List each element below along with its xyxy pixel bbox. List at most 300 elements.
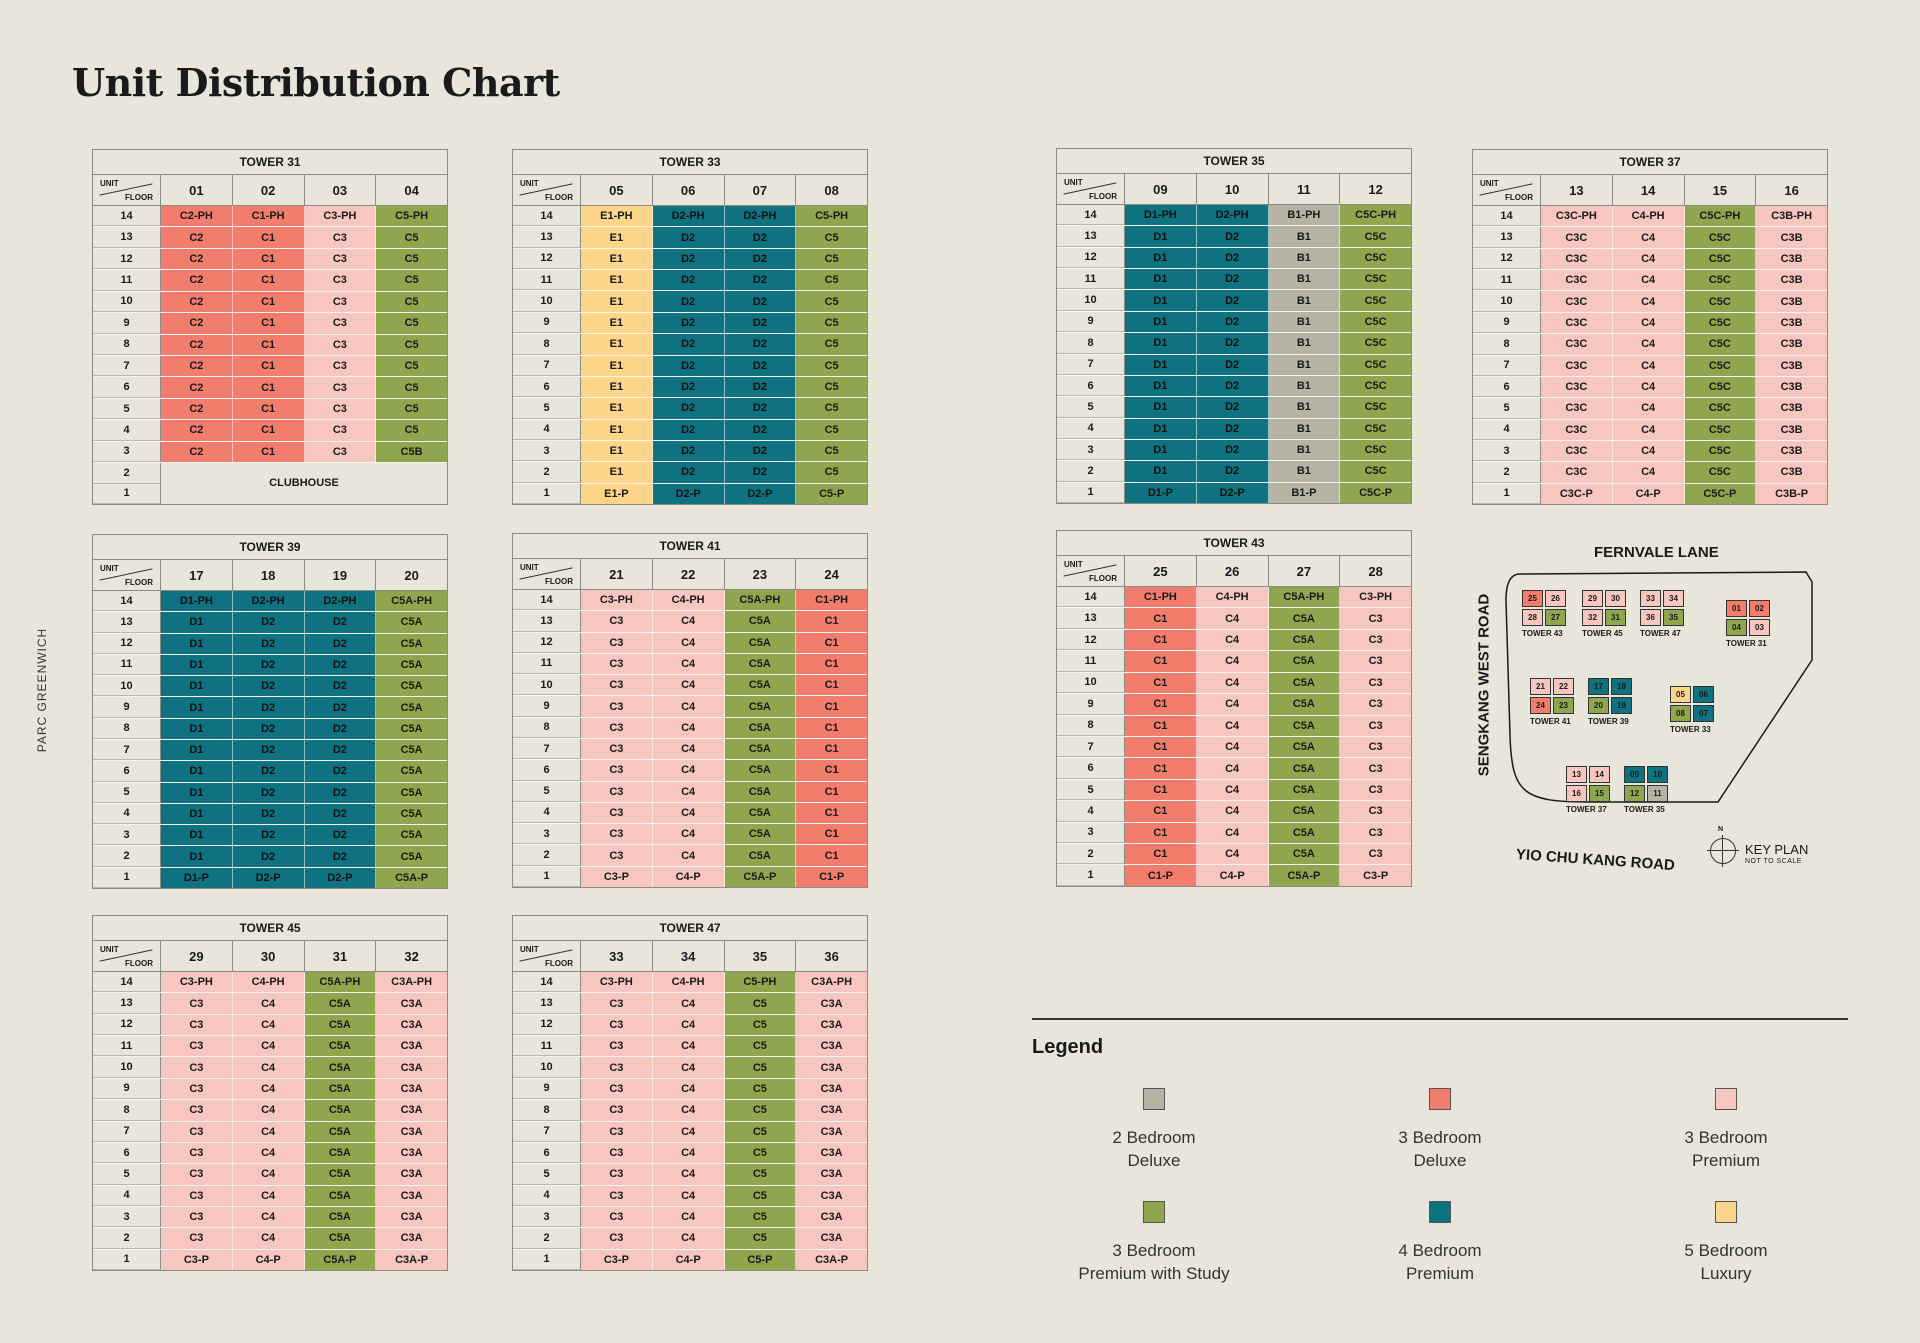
unit-cell: C4	[1197, 801, 1269, 821]
stack-header: 04	[404, 182, 419, 198]
unit-cell: C5A	[1269, 737, 1341, 757]
floor-row	[93, 1207, 447, 1228]
floor-row	[513, 590, 867, 611]
legend-swatch	[1143, 1201, 1165, 1223]
unit-cell: E1	[581, 462, 653, 482]
floor-number: 8	[513, 718, 581, 738]
floor-number: 9	[93, 313, 161, 333]
unit-cell: C5A	[725, 824, 797, 844]
floor-row	[513, 270, 867, 291]
legend-swatch	[1715, 1088, 1737, 1110]
unit-cell: C3	[161, 1228, 233, 1248]
unit-cell: D2-P	[653, 484, 725, 504]
floor-number: 10	[1473, 291, 1541, 311]
unit-cell: C5-PH	[376, 206, 447, 226]
unit-cell: C5	[376, 356, 447, 376]
floor-row	[513, 993, 867, 1014]
key-plan-block	[1640, 590, 1692, 638]
floor-row	[513, 1207, 867, 1228]
unit-cell: C4	[1613, 420, 1685, 440]
legend-swatch	[1429, 1088, 1451, 1110]
unit-cell: C1-PH	[1125, 587, 1197, 607]
floor-row	[93, 612, 447, 633]
unit-cell: C3B	[1756, 291, 1827, 311]
tower-name: TOWER 45	[93, 916, 447, 941]
floor-number: 4	[513, 803, 581, 823]
unit-cell: D2	[725, 356, 797, 376]
unit-cell: C3B	[1756, 462, 1827, 482]
unit-cell: C5	[796, 291, 867, 311]
unit-cell: C3	[581, 718, 653, 738]
floor-row	[513, 633, 867, 654]
legend-label-line2: Premium	[1691, 1151, 1760, 1170]
floor-row	[1473, 249, 1827, 270]
unit-cell: E1	[581, 377, 653, 397]
key-plan-stack: 14	[1589, 766, 1610, 783]
floor-number: 6	[1473, 377, 1541, 397]
unit-cell: C3A	[796, 1036, 867, 1056]
floor-number: 7	[513, 1122, 581, 1142]
floor-row	[1057, 716, 1411, 737]
unit-cell: D2-PH	[305, 591, 377, 611]
unit-cell: C3C	[1541, 270, 1613, 290]
unit-cell: C4-P	[1613, 484, 1685, 504]
floor-number: 3	[1473, 441, 1541, 461]
stack-header: 20	[404, 567, 419, 583]
unit-cell: C5B	[376, 442, 447, 462]
unit-cell: D2	[1197, 248, 1269, 268]
tower-name: TOWER 31	[93, 150, 447, 175]
key-plan-stack: 06	[1693, 686, 1714, 703]
unit-cell: D2	[233, 825, 305, 845]
floor-row	[93, 249, 447, 270]
unit-cell: C4-PH	[1613, 206, 1685, 226]
unit-cell: D2	[653, 270, 725, 290]
unit-cell: C5	[725, 1015, 797, 1035]
key-plan-stack: 33	[1640, 590, 1661, 607]
unit-cell: C3	[581, 1079, 653, 1099]
floor-number: 9	[513, 1079, 581, 1099]
floor-number: 1	[513, 1250, 581, 1270]
unit-cell: C5	[725, 1057, 797, 1077]
floor-number: 1	[513, 484, 581, 504]
unit-cell: C3C	[1541, 356, 1613, 376]
floor-number: 1	[1057, 865, 1125, 885]
floor-row	[513, 462, 867, 483]
floor-number: 2	[93, 1228, 161, 1248]
unit-cell: C3	[581, 1122, 653, 1142]
legend-swatch	[1715, 1201, 1737, 1223]
unit-cell: C3A	[796, 1122, 867, 1142]
floor-number: 9	[1057, 694, 1125, 714]
unit-cell: C1	[796, 611, 867, 631]
unit-cell: D2	[653, 462, 725, 482]
key-plan-stack: 15	[1589, 785, 1610, 802]
unit-cell: C5A	[305, 1143, 377, 1163]
unit-cell: C3	[161, 1057, 233, 1077]
unit-cell: C5C	[1685, 398, 1757, 418]
stack-header: 17	[161, 560, 233, 590]
unit-cell: C3-PH	[581, 972, 653, 992]
unit-cell: C3B-P	[1756, 484, 1827, 504]
floor-number: 5	[513, 398, 581, 418]
unit-cell: C3C-P	[1541, 484, 1613, 504]
key-plan-block	[1566, 766, 1618, 814]
key-plan-stack: 29	[1582, 590, 1603, 607]
unit-cell: C5-PH	[796, 206, 867, 226]
unit-cell: C3C-PH	[1541, 206, 1613, 226]
unit-cell: C3-P	[581, 1250, 653, 1270]
unit-cell: C4	[653, 654, 725, 674]
floor-number: 2	[1057, 461, 1125, 481]
floor-number: 8	[513, 1100, 581, 1120]
unit-cell: C3	[1340, 801, 1411, 821]
floor-number: 2	[513, 845, 581, 865]
floor-number: 3	[513, 1207, 581, 1227]
floor-row	[1057, 780, 1411, 801]
floor-number: 13	[513, 227, 581, 247]
unit-cell: C3C	[1541, 291, 1613, 311]
floor-row	[1057, 758, 1411, 779]
legend-label-line1: 3 Bedroom	[1398, 1128, 1482, 1147]
floor-number: 7	[513, 739, 581, 759]
unit-cell: C3A	[796, 1186, 867, 1206]
floor-row	[93, 1079, 447, 1100]
unit-cell: C3	[581, 1015, 653, 1035]
floor-number: 3	[93, 442, 161, 462]
unit-cell: C4	[653, 1186, 725, 1206]
unit-cell: D2-PH	[1197, 205, 1269, 225]
unit-cell: C5A	[376, 719, 447, 739]
unit-cell: D2	[653, 291, 725, 311]
tower-table	[1056, 530, 1412, 887]
unit-cell: D2	[725, 377, 797, 397]
unit-cell: C3C	[1541, 313, 1613, 333]
unit-cell: D2	[653, 420, 725, 440]
unit-cell: D2	[305, 825, 377, 845]
floor-number: 9	[513, 313, 581, 333]
unit-cell: C1	[1125, 780, 1197, 800]
unit-cell: C3	[161, 1143, 233, 1163]
floor-row	[93, 740, 447, 761]
unit-cell: C3A	[796, 1207, 867, 1227]
floor-number: 8	[513, 334, 581, 354]
unit-cell: D2	[233, 783, 305, 803]
unit-cell: C5	[725, 993, 797, 1013]
unit-cell: C5A	[725, 675, 797, 695]
unit-cell: C5	[376, 399, 447, 419]
key-plan-stack: 18	[1611, 678, 1632, 695]
floor-row	[513, 867, 867, 887]
legend-title: Legend	[1032, 1036, 1104, 1058]
key-plan-stack: 31	[1605, 609, 1626, 626]
unit-cell: C3	[581, 1228, 653, 1248]
unit-cell: C5A	[1269, 844, 1341, 864]
unit-cell: C3B	[1756, 249, 1827, 269]
unit-cell: C3	[161, 1207, 233, 1227]
unit-cell: C4-PH	[1197, 587, 1269, 607]
stack-header: 02	[233, 175, 305, 205]
unit-cell: D2	[305, 655, 377, 675]
unit-cell: C3A-PH	[796, 972, 867, 992]
floor-number: 1	[1473, 484, 1541, 504]
unit-cell: C4	[1197, 673, 1269, 693]
unit-cell: C2	[161, 399, 233, 419]
unit-cell: B1	[1269, 333, 1341, 353]
unit-cell: C5A-PH	[725, 590, 797, 610]
unit-cell: D2	[305, 676, 377, 696]
stack-header: 21	[581, 559, 653, 589]
floor-row	[93, 1228, 447, 1249]
unit-cell: C5C	[1340, 440, 1411, 460]
unit-cell: C3B	[1756, 313, 1827, 333]
tower-table	[92, 915, 448, 1271]
floor-number: 7	[1057, 737, 1125, 757]
unit-cell: C5	[796, 227, 867, 247]
unit-cell: C3A-PH	[376, 972, 447, 992]
stack-header: 34	[653, 941, 725, 971]
key-plan-stack: 02	[1749, 600, 1770, 617]
floor-row	[93, 335, 447, 356]
unit-label: UNIT	[1480, 179, 1499, 188]
unit-cell: C5A	[305, 1015, 377, 1035]
floor-row	[1057, 483, 1411, 503]
floor-number: 6	[513, 760, 581, 780]
unit-cell: C3B-PH	[1756, 206, 1827, 226]
floor-row	[1057, 587, 1411, 608]
unit-cell: D1	[1125, 440, 1197, 460]
floor-row	[513, 654, 867, 675]
unit-cell: C5C	[1340, 397, 1411, 417]
floor-number: 10	[93, 292, 161, 312]
unit-cell: C3	[1340, 737, 1411, 757]
unit-cell: C4	[653, 1057, 725, 1077]
tower-table	[512, 533, 868, 888]
unit-cell: D2-P	[725, 484, 797, 504]
unit-floor-header	[1057, 556, 1125, 586]
unit-cell: D2	[233, 740, 305, 760]
unit-cell: C5	[725, 1228, 797, 1248]
legend-item	[1616, 1088, 1836, 1172]
key-plan-stack: 20	[1588, 697, 1609, 714]
unit-cell: C3	[581, 1036, 653, 1056]
floor-row	[93, 270, 447, 291]
stack-header: 32	[404, 948, 419, 964]
unit-cell: D2	[653, 356, 725, 376]
unit-cell: D2	[725, 398, 797, 418]
unit-cell: C4-PH	[233, 972, 305, 992]
floor-number: 6	[513, 377, 581, 397]
floor-row	[1057, 844, 1411, 865]
stack-header: 25	[1125, 556, 1197, 586]
unit-cell: C5A	[305, 1079, 377, 1099]
unit-cell: D2	[1197, 397, 1269, 417]
floor-number: 10	[1057, 290, 1125, 310]
floor-row	[1473, 270, 1827, 291]
floor-number: 4	[93, 420, 161, 440]
unit-cell: C3	[305, 399, 377, 419]
unit-cell: C4	[653, 993, 725, 1013]
key-plan-block	[1582, 590, 1634, 638]
unit-cell: C5A	[376, 783, 447, 803]
key-plan-label: KEY PLAN	[1745, 842, 1809, 857]
unit-cell: E1	[581, 441, 653, 461]
stack-header: 26	[1197, 556, 1269, 586]
floor-row	[513, 718, 867, 739]
unit-cell: C3	[161, 1015, 233, 1035]
unit-cell: C3	[161, 1186, 233, 1206]
unit-cell: C4	[233, 993, 305, 1013]
floor-number: 6	[1057, 376, 1125, 396]
floor-row	[513, 1228, 867, 1249]
unit-cell: C5A	[1269, 801, 1341, 821]
stack-header: 27	[1269, 556, 1341, 586]
unit-cell: C5-P	[725, 1250, 797, 1270]
unit-cell: C3C	[1541, 227, 1613, 247]
unit-cell: C3C	[1541, 420, 1613, 440]
floor-number: 4	[1473, 420, 1541, 440]
floor-number: 1	[513, 867, 581, 887]
floor-row	[513, 972, 867, 993]
floor-row	[513, 760, 867, 781]
unit-cell: C3	[161, 993, 233, 1013]
floor-label: FLOOR	[1089, 574, 1117, 583]
unit-cell: C3	[1340, 844, 1411, 864]
floor-number: 12	[93, 1015, 161, 1035]
unit-cell: C3B	[1756, 398, 1827, 418]
floor-number: 8	[93, 719, 161, 739]
unit-cell: C3	[305, 442, 377, 462]
floor-number: 14	[513, 206, 581, 226]
unit-cell: C1	[233, 270, 305, 290]
unit-cell: D2	[305, 634, 377, 654]
unit-cell: C5C-PH	[1685, 206, 1757, 226]
stack-header: 08	[824, 182, 839, 198]
unit-cell: C4	[653, 739, 725, 759]
unit-cell: C5A	[305, 1036, 377, 1056]
unit-cell: C4	[1613, 377, 1685, 397]
unit-cell: C3B	[1756, 334, 1827, 354]
unit-cell: C1	[233, 442, 305, 462]
unit-cell: C3	[305, 420, 377, 440]
floor-row	[1057, 673, 1411, 694]
key-plan-stack: 36	[1640, 609, 1661, 626]
unit-cell: C5C	[1685, 356, 1757, 376]
unit-cell: D2	[1197, 269, 1269, 289]
key-plan-tower-label: TOWER 45	[1582, 629, 1623, 638]
key-plan-stack: 27	[1545, 609, 1566, 626]
floor-row	[1473, 334, 1827, 355]
unit-floor-header	[1473, 175, 1541, 205]
unit-cell: C3	[1340, 758, 1411, 778]
floor-number: 14	[513, 590, 581, 610]
unit-cell: C4	[1613, 462, 1685, 482]
key-plan-tower-label: TOWER 35	[1624, 805, 1665, 814]
floor-number: 10	[93, 1057, 161, 1077]
floor-row	[93, 634, 447, 655]
unit-cell: C1	[1125, 630, 1197, 650]
unit-cell: C5	[796, 313, 867, 333]
unit-cell: C1	[233, 313, 305, 333]
unit-cell: C3	[581, 1186, 653, 1206]
floor-row	[93, 420, 447, 441]
floor-row	[513, 1186, 867, 1207]
floor-number: 1	[1057, 483, 1125, 503]
floor-number: 2	[1057, 844, 1125, 864]
floor-row	[513, 420, 867, 441]
unit-cell: C5	[725, 1164, 797, 1184]
floor-row	[1057, 651, 1411, 672]
stack-header: 30	[233, 941, 305, 971]
key-plan-stack: 32	[1582, 609, 1603, 626]
unit-cell: C1	[796, 760, 867, 780]
unit-cell: C5	[725, 1207, 797, 1227]
key-plan-stack: 07	[1693, 705, 1714, 722]
floor-number: 7	[93, 1122, 161, 1142]
stack-header: 11	[1269, 174, 1341, 204]
key-plan-stack: 01	[1726, 600, 1747, 617]
unit-cell: B1	[1269, 226, 1341, 246]
unit-cell: E1	[581, 420, 653, 440]
stack-header: 36	[824, 948, 839, 964]
unit-cell: E1-P	[581, 484, 653, 504]
unit-cell: D2-PH	[653, 206, 725, 226]
floor-label: FLOOR	[125, 959, 153, 968]
key-plan-block	[1522, 590, 1574, 638]
unit-cell: C1	[796, 633, 867, 653]
stack-header: 06	[653, 175, 725, 205]
unit-cell: D2	[233, 697, 305, 717]
floor-row	[1057, 226, 1411, 247]
floor-row	[93, 227, 447, 248]
unit-cell: C3A	[376, 1036, 447, 1056]
floor-row	[1057, 355, 1411, 376]
unit-cell: C5C	[1340, 312, 1411, 332]
unit-cell: C3	[581, 1143, 653, 1163]
unit-cell: C5	[796, 270, 867, 290]
floor-row	[93, 206, 447, 227]
unit-cell: C4	[1197, 844, 1269, 864]
floor-row	[93, 377, 447, 398]
floor-number: 3	[1057, 823, 1125, 843]
unit-cell: C5C	[1685, 313, 1757, 333]
unit-cell: D1	[1125, 312, 1197, 332]
unit-cell: D2	[1197, 355, 1269, 375]
unit-cell: D2	[233, 612, 305, 632]
unit-cell: B1-P	[1269, 483, 1341, 503]
floor-label: FLOOR	[1505, 193, 1533, 202]
unit-cell: C4	[233, 1057, 305, 1077]
floor-number: 9	[1473, 313, 1541, 333]
floor-number: 14	[1473, 206, 1541, 226]
project-name-label: PARC GREENWICH	[35, 627, 49, 753]
unit-cell: D1	[1125, 355, 1197, 375]
unit-cell: C4	[653, 611, 725, 631]
unit-cell: C3B	[1756, 270, 1827, 290]
key-plan-stack: 13	[1566, 766, 1587, 783]
floor-number: 13	[513, 611, 581, 631]
floor-number: 10	[93, 676, 161, 696]
unit-cell: D2	[725, 462, 797, 482]
stack-header: 12	[1368, 181, 1383, 197]
unit-cell: C2-PH	[161, 206, 233, 226]
floor-number: 4	[513, 420, 581, 440]
key-plan-stack: 09	[1624, 766, 1645, 783]
unit-cell: C3	[581, 1100, 653, 1120]
unit-cell: C1	[796, 803, 867, 823]
unit-cell: C5A	[376, 846, 447, 866]
floor-row	[1057, 205, 1411, 226]
